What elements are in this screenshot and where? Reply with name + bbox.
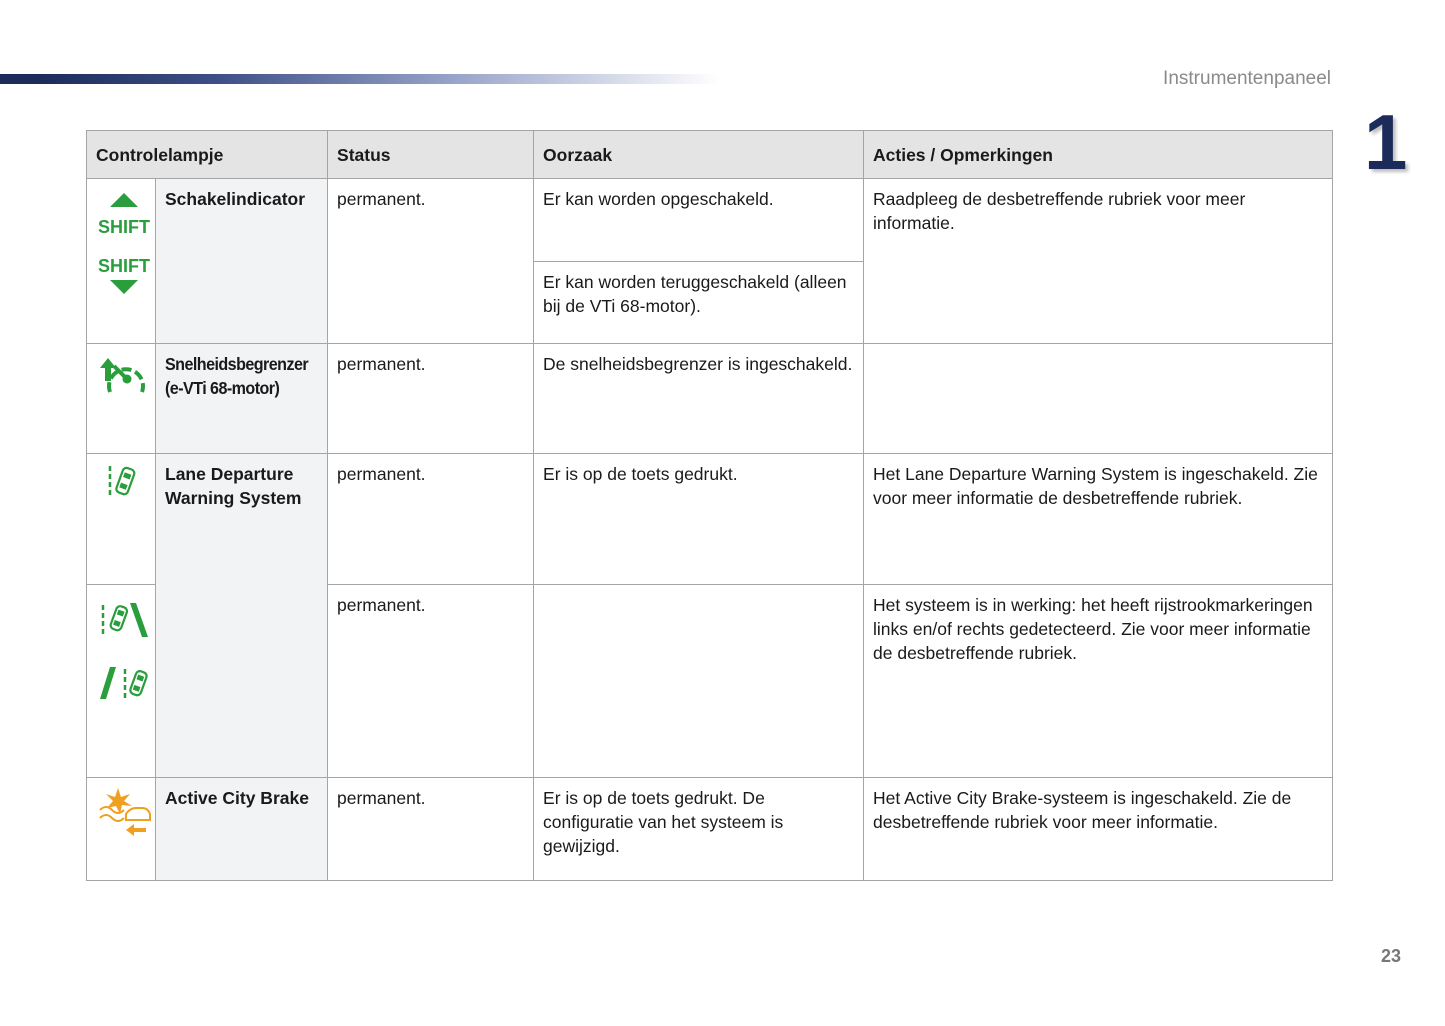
chapter-number: 1	[1364, 98, 1408, 186]
action-lane-markings: Het systeem is in werking: het heeft rijstrookmarkeringen links en/of rechts gedetecteerd. Zie voor meer informatie de desbetreffende rubriek.	[864, 585, 1333, 778]
lane-departure-icon	[87, 454, 156, 585]
table-row	[87, 179, 1333, 262]
lamp-name-speed-limiter-line2: (e-VTi 68-motor)	[165, 378, 280, 398]
table-row	[87, 454, 1333, 585]
cause-shift-down: Er kan worden teruggeschakeld (alleen bij de VTi 68-motor).	[534, 262, 864, 344]
status-shift: permanent.	[328, 179, 534, 344]
lamp-name-speed-limiter	[156, 344, 328, 454]
lane-markings-detected-icon	[87, 585, 156, 778]
cause-lane-markings	[534, 585, 864, 778]
table-row	[87, 778, 1333, 881]
table-row	[87, 344, 1333, 454]
lamp-name-lane-departure: Lane Departure Warning System	[156, 454, 328, 778]
action-speed-limiter	[864, 344, 1333, 454]
shift-down-label: SHIFT	[98, 256, 150, 276]
header-status: Status	[328, 131, 534, 179]
warning-lamps-table	[86, 130, 1333, 881]
page-number: 23	[1381, 946, 1402, 966]
cause-shift-up: Er kan worden opgeschakeld.	[534, 179, 864, 262]
status-lane-markings: permanent.	[328, 585, 534, 778]
header-actions: Acties / Opmerkingen	[864, 131, 1333, 179]
table-header-row	[87, 131, 1333, 179]
header-lamp: Controlelampje	[87, 131, 328, 179]
lamp-name-speed-limiter-line1: Snelheidsbegrenzer	[165, 354, 309, 374]
action-shift: Raadpleeg de desbetreffende rubriek voor meer informatie.	[864, 179, 1333, 344]
status-active-city-brake: permanent.	[328, 778, 534, 881]
speed-limiter-icon	[87, 344, 156, 454]
action-lane-departure: Het Lane Departure Warning System is ingeschakeld. Zie voor meer informatie de desbetreffende rubriek.	[864, 454, 1333, 585]
section-title: Instrumentenpaneel	[1163, 68, 1331, 89]
cause-lane-departure: Er is op de toets gedrukt.	[534, 454, 864, 585]
action-active-city-brake: Het Active City Brake-systeem is ingeschakeld. Zie de desbetreffende rubriek voor meer informatie.	[864, 778, 1333, 881]
status-speed-limiter: permanent.	[328, 344, 534, 454]
shift-indicator-icon	[87, 179, 156, 344]
cause-speed-limiter: De snelheidsbegrenzer is ingeschakeld.	[534, 344, 864, 454]
active-city-brake-icon	[87, 778, 156, 881]
lamp-name-shift: Schakelindicator	[156, 179, 328, 344]
status-lane-departure: permanent.	[328, 454, 534, 585]
shift-up-label: SHIFT	[98, 217, 150, 237]
header-gradient-bar	[0, 74, 720, 84]
cause-active-city-brake: Er is op de toets gedrukt. De configuratie van het systeem is gewijzigd.	[534, 778, 864, 881]
lamp-name-active-city-brake: Active City Brake	[156, 778, 328, 881]
header-cause: Oorzaak	[534, 131, 864, 179]
